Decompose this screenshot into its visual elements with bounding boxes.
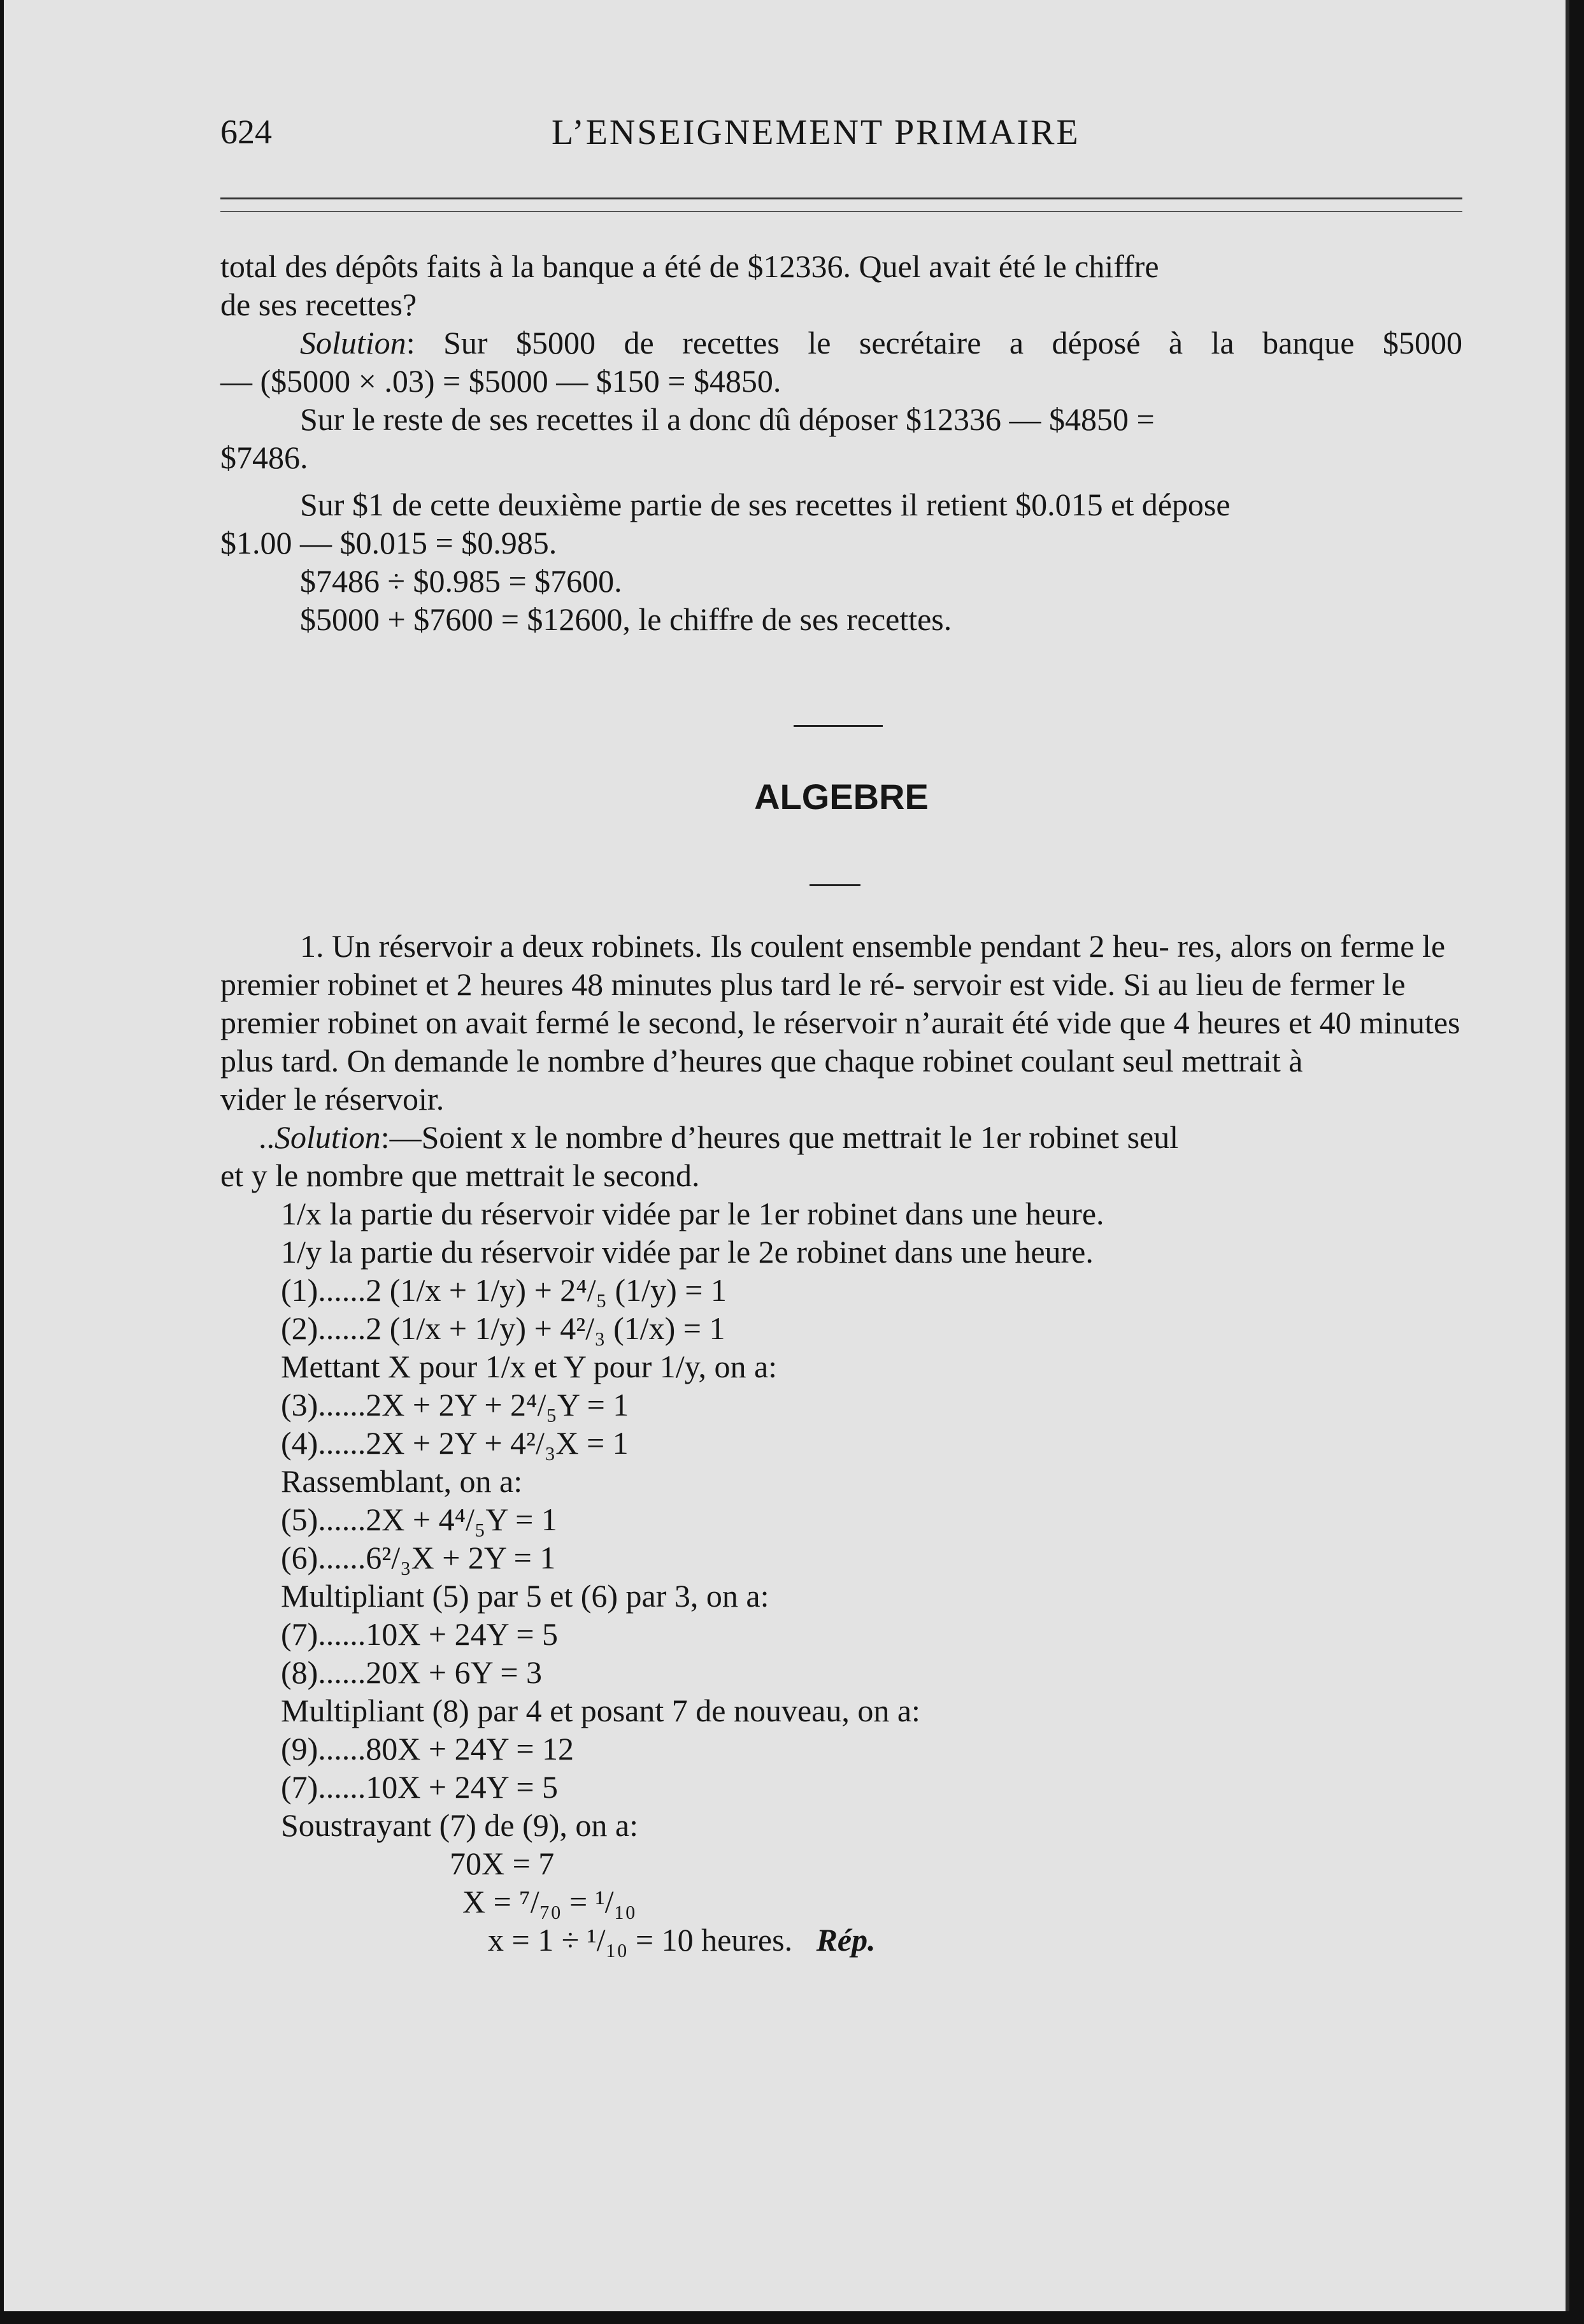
result-line <box>220 1921 1462 1959</box>
intro-block <box>220 247 1462 638</box>
page-number: 624 <box>220 113 272 151</box>
section-divider-bottom <box>810 884 860 886</box>
intro-line: Sur $1 de cette deuxième partie de ses recettes il retient $0.015 et dépose <box>300 487 1231 522</box>
section-title: ALGEBRE <box>754 777 929 817</box>
problem-line: res, alors on ferme le premier robinet et 2 heures 48 minutes plus tard le ré- <box>220 928 1446 1002</box>
solution-text: :—Soient x le nombre d’heures que mettrait le 1er robinet seul <box>380 1119 1179 1155</box>
definition-line: 1/y la partie du réservoir vidée par le 2e robinet dans une heure. <box>281 1234 1094 1270</box>
intro-line: Sur le reste de ses recettes il a donc dû déposer $12336 — $4850 = <box>300 401 1155 437</box>
problem-line: 1. Un réservoir a deux robinets. Ils coulent ensemble pendant 2 heu- <box>300 928 1169 964</box>
section-divider-top <box>794 725 883 727</box>
problem-line: On demande le nombre d’heures que chaque robinet coulant seul mettrait à <box>346 1043 1303 1079</box>
text-line: Multipliant (8) par 4 et posant 7 de nouveau, on a: <box>281 1693 920 1728</box>
equation-line: (6)......6²/₃X + 2Y = 1 <box>281 1540 556 1575</box>
intro-calc: $7486 ÷ $0.985 = $7600. <box>300 563 622 599</box>
problem-block <box>220 927 1462 1959</box>
book-page <box>4 0 1569 2311</box>
problem-solution-line <box>220 1119 1178 1155</box>
solution-label: Solution <box>300 325 406 361</box>
intro-line: $1.00 — $0.015 = $0.985. <box>220 525 557 561</box>
equation-line: (5)......2X + 4⁴/₅Y = 1 <box>281 1502 557 1537</box>
intro-solution-line <box>220 324 1462 362</box>
equation-line: (7)......10X + 24Y = 5 <box>281 1616 559 1652</box>
solution-prefix: .. <box>259 1119 275 1155</box>
text-line: Rassemblant, on a: <box>281 1463 523 1499</box>
equation-line: (1)......2 (1/x + 1/y) + 2⁴/₅ (1/y) = 1 <box>281 1272 727 1308</box>
page-header <box>220 107 1462 164</box>
intro-line: total des dépôts faits à la banque a été de $12336. Quel avait été le chiffre <box>220 248 1159 284</box>
answer-marker: Rép. <box>816 1922 876 1958</box>
text-line: Soustrayant (7) de (9), on a: <box>281 1807 638 1843</box>
intro-line: de ses recettes? <box>220 287 417 322</box>
problem-line: second, le réservoir n’aurait été vide que 4 heures et 40 minutes plus tard. <box>220 1005 1460 1079</box>
equation-line: (4)......2X + 2Y + 4²/₃X = 1 <box>281 1425 629 1461</box>
equation-line: (7)......10X + 24Y = 5 <box>281 1769 559 1805</box>
result-line: 70X = 7 <box>450 1846 555 1881</box>
solution-text: : Sur $5000 de recettes le secrétaire a déposé à la banque $5000 <box>406 325 1462 361</box>
intro-calc: $5000 + $7600 = $12600, le chiffre de ses recettes. <box>300 601 952 637</box>
definition-line: 1/x la partie du réservoir vidée par le 1er robinet dans une heure. <box>281 1196 1104 1231</box>
solution-label: Solution <box>275 1119 381 1155</box>
header-rule <box>220 197 1462 212</box>
result-line: X = ⁷/₇₀ = ¹/₁₀ <box>462 1884 636 1919</box>
final-answer: x = 1 ÷ ¹/₁₀ = 10 heures. <box>488 1922 793 1958</box>
intro-line: — ($5000 × .03) = $5000 — $150 = $4850. <box>220 363 781 399</box>
intro-line: $7486. <box>220 440 308 475</box>
equation-line: (8)......20X + 6Y = 3 <box>281 1654 543 1690</box>
problem-line: servoir est vide. Si au lieu de fermer le premier robinet on avait fermé le <box>220 966 1406 1040</box>
running-head: L’ENSEIGNEMENT PRIMAIRE <box>552 113 1080 152</box>
equation-line: (2)......2 (1/x + 1/y) + 4²/₃ (1/x) = 1 <box>281 1310 725 1346</box>
equation-line: (9)......80X + 24Y = 12 <box>281 1731 574 1767</box>
text-line: Mettant X pour 1/x et Y pour 1/y, on a: <box>281 1349 778 1384</box>
equation-line: (3)......2X + 2Y + 2⁴/₅Y = 1 <box>281 1387 629 1423</box>
text-line: Multipliant (5) par 5 et (6) par 3, on a: <box>281 1578 769 1614</box>
problem-line: vider le réservoir. <box>220 1081 445 1117</box>
problem-line: et y le nombre que mettrait le second. <box>220 1158 700 1193</box>
